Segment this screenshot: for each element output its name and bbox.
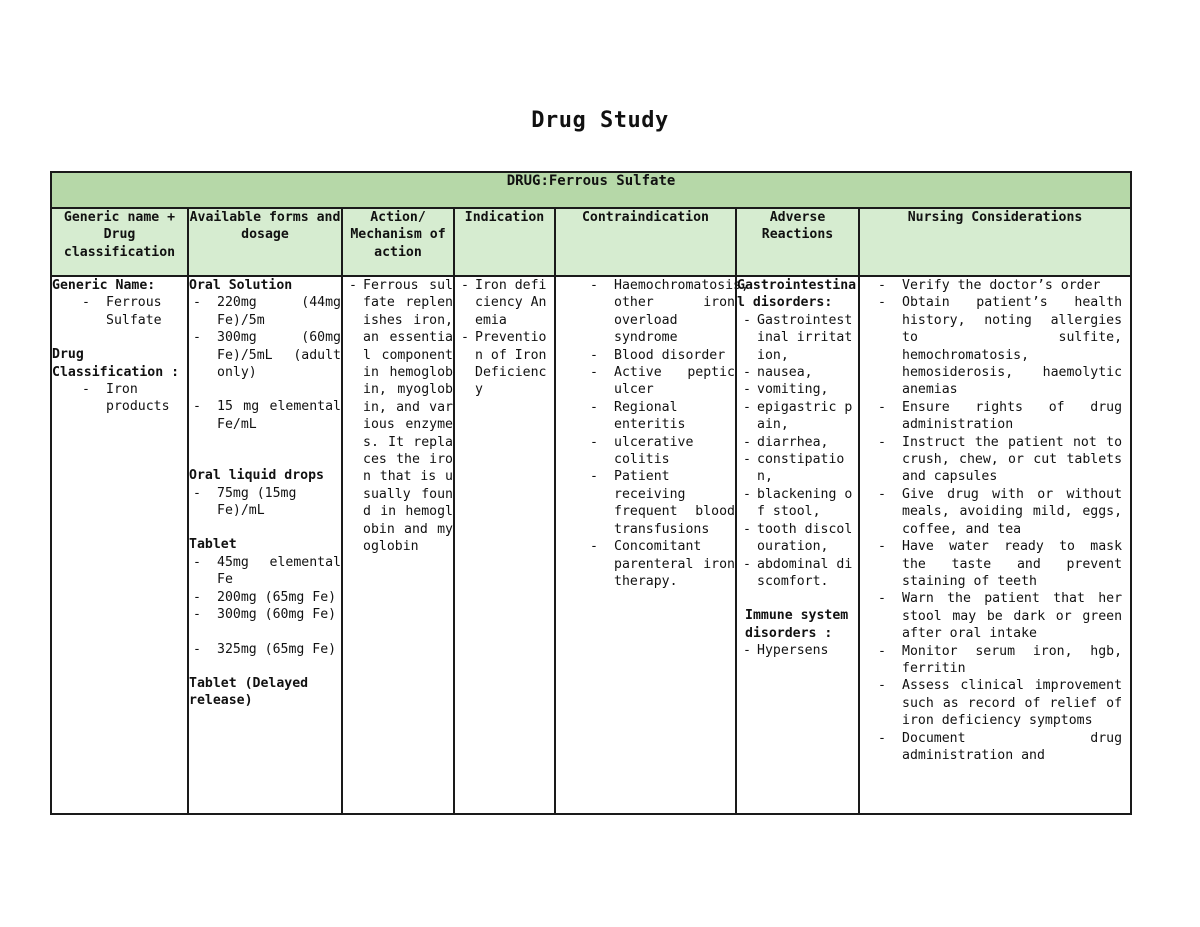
adverse-item: - epigastric pain,: [737, 399, 858, 434]
generic-name-value: - Ferrous Sulfate: [52, 294, 187, 329]
nursing-item: - Have water ready to mask the taste and prevent staining of teeth: [874, 538, 1122, 590]
generic-cell: [51, 276, 188, 814]
tablet-item: - 200mg (65mg Fe): [189, 589, 341, 606]
contraindication-item: - Regional enteritis: [586, 399, 735, 434]
oral-drops-item: - 75mg (15mg Fe)/mL: [189, 485, 341, 520]
drug-study-table: [50, 171, 1132, 815]
contraindication-item: - Concomitant parenteral iron therapy.: [586, 538, 735, 590]
drug-classification-label: Drug Classification :: [52, 347, 180, 380]
oral-solution-item: - 220mg (44mg Fe)/5m: [189, 294, 341, 329]
nursing-item: - Monitor serum iron, hgb, ferritin: [874, 643, 1122, 678]
contraindication-item: - Patient receiving frequent blood transfusions: [586, 468, 735, 538]
action-cell: [342, 276, 454, 814]
contraindication-item: - ulcerative colitis: [586, 434, 735, 469]
contraindication-item: - Blood disorder: [586, 347, 735, 364]
oral-solution-label: Oral Solution: [189, 278, 293, 293]
adverse-item: - tooth discolouration,: [737, 521, 858, 556]
tablet-item: - 45mg elemental Fe: [189, 554, 341, 589]
nursing-item: - Give drug with or without meals, avoiding mild, eggs, coffee, and tea: [874, 486, 1122, 538]
gi-disorders-label: Gastrointestinal disorders:: [737, 278, 857, 311]
nursing-item: - Instruct the patient not to crush, chew, or cut tablets and capsules: [874, 434, 1122, 486]
nursing-item: - Warn the patient that her stool may be dark or green after oral intake: [874, 590, 1122, 642]
adverse-item: - abdominal discomfort.: [737, 556, 858, 591]
indication-cell: [454, 276, 555, 814]
contraindication-cell: [555, 276, 749, 814]
nursing-item: - Assess clinical improvement such as record of relief of iron deficiency symptoms: [874, 677, 1122, 729]
oral-drops-label: Oral liquid drops: [189, 468, 324, 484]
nursing-item: - Verify the doctor’s order: [874, 277, 1122, 294]
nursing-item: - Obtain patient’s health history, noting allergies to sulfite, hemochromatosis, hemosiderosis, haemolytic anemias: [874, 294, 1122, 398]
generic-name-label: Generic Name:: [52, 278, 156, 293]
forms-cell: [188, 276, 342, 814]
adverse-item: - vomiting,: [737, 381, 858, 398]
nursing-item: - Document drug administration and: [874, 730, 1122, 765]
column-header-generic: Generic name + Drug classification: [51, 208, 188, 276]
column-header-action: Action/ Mechanism of action: [342, 208, 454, 276]
indication-item: - Prevention of Iron Deficiency: [455, 329, 554, 399]
indication-item: - Iron deficiency Anemia: [455, 277, 554, 329]
nursing-cell: [859, 276, 1131, 814]
oral-solution-item: - 300mg (60mg Fe)/5mL (adult only): [189, 329, 341, 381]
contraindication-item: - Active peptic ulcer: [586, 364, 735, 399]
nursing-item: - Ensure rights of drug administration: [874, 399, 1122, 434]
column-header-nursing: Nursing Considerations: [859, 208, 1131, 276]
tablet-label: Tablet: [189, 537, 237, 553]
adverse-item: - Gastrointestinal irritation,: [737, 312, 858, 364]
drug-header: DRUG:Ferrous Sulfate: [51, 172, 1131, 208]
column-header-adverse: Adverse Reactions: [736, 208, 859, 276]
adverse-item: - constipation,: [737, 451, 858, 486]
adverse-item: - diarrhea,: [737, 434, 858, 451]
delayed-release-label: Tablet (Delayed release): [189, 675, 309, 709]
immune-disorders-label: Immune system disorders :: [745, 608, 849, 641]
adverse-cell: [736, 276, 859, 814]
tablet-item: - 325mg (65mg Fe): [189, 641, 341, 658]
adverse-item: - blackening of stool,: [737, 486, 858, 521]
action-text: - Ferrous sulfate replenishes iron, an essential component in hemoglobin, myoglobin, and various enzymes. It replaces the iron that is usually found in hemoglobin and myoglobin: [343, 277, 453, 556]
column-header-contraindication: Contraindication: [555, 208, 736, 276]
oral-solution-item: - 15 mg elemental Fe/mL: [189, 398, 341, 433]
column-header-forms: Available forms and dosage: [188, 208, 342, 276]
adverse-item: - Hypersens: [737, 642, 858, 659]
contraindication-item: - Haemochromatosis, other iron overload syndrome: [586, 277, 735, 347]
tablet-item: - 300mg (60mg Fe): [189, 606, 341, 623]
drug-classification-value: - Iron products: [52, 381, 187, 416]
page-title: Drug Study: [531, 108, 669, 133]
column-header-indication: Indication: [454, 208, 555, 276]
adverse-item: - nausea,: [737, 364, 858, 381]
